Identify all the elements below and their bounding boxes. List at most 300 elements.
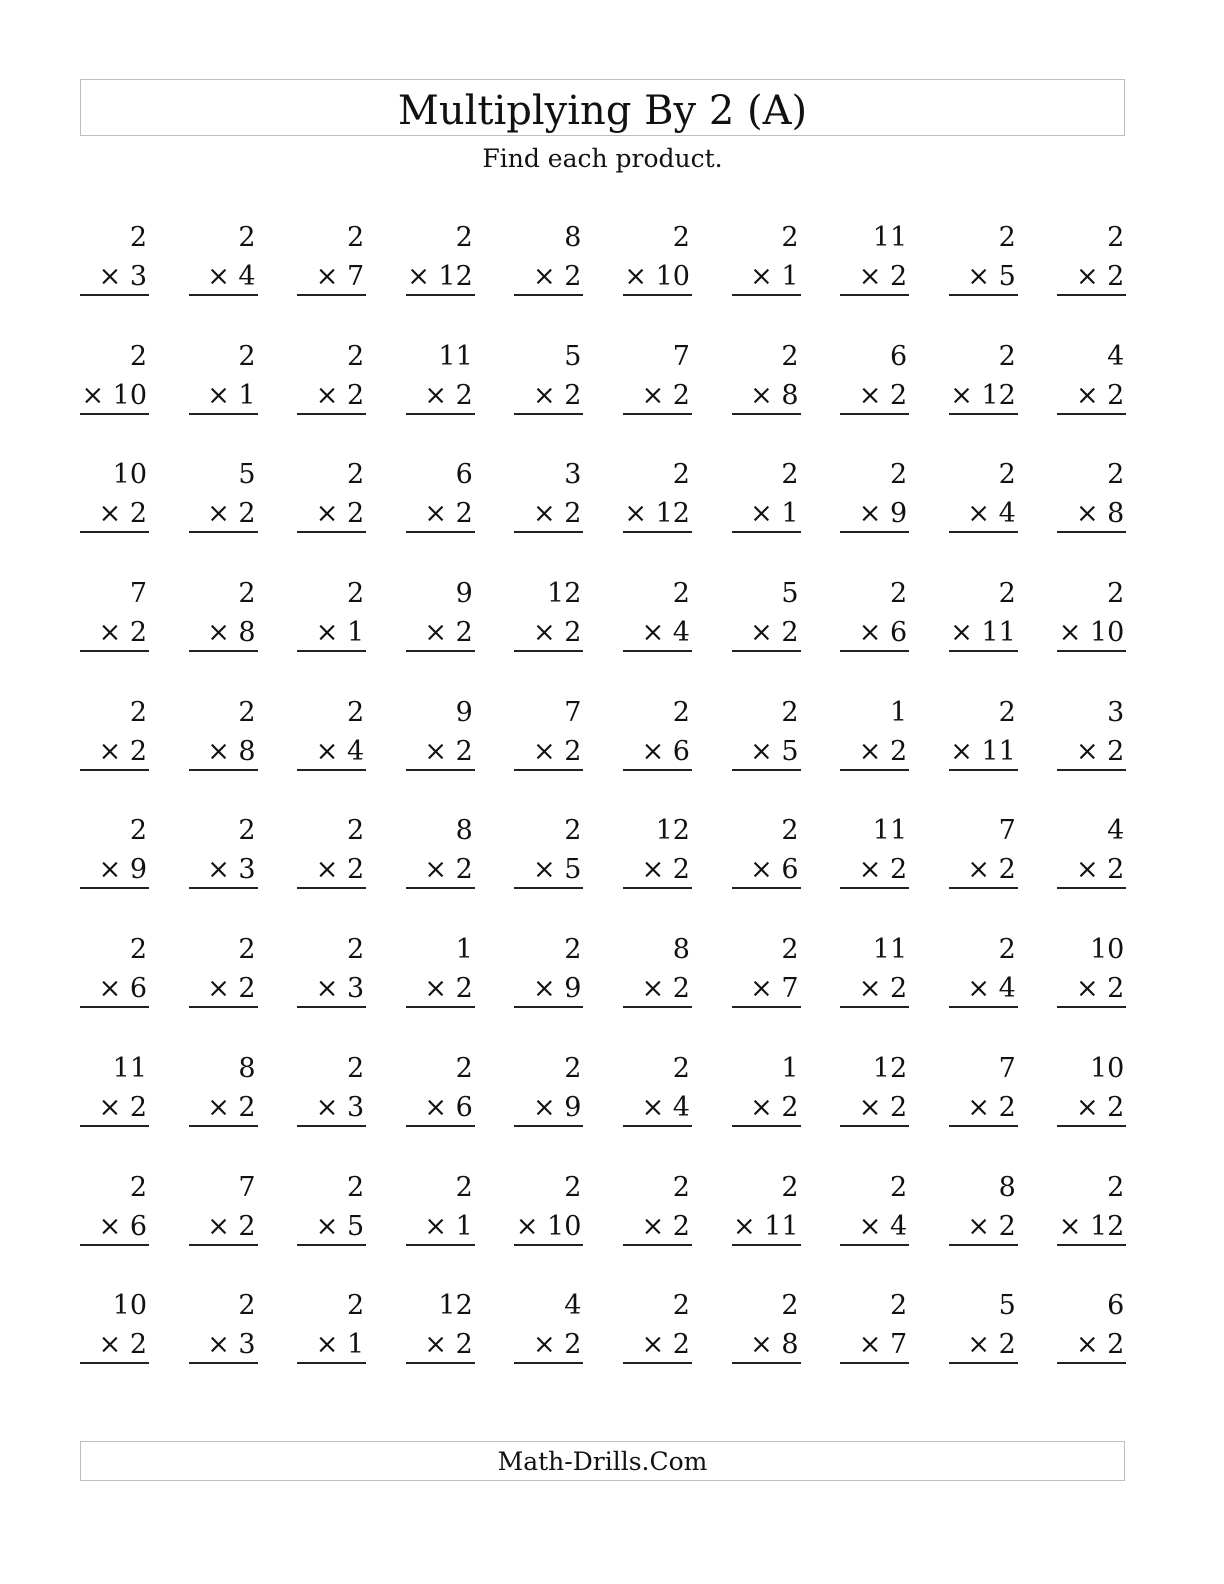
multiplier: × 7 [858, 1329, 908, 1361]
answer-line [1057, 413, 1126, 415]
multiplier: × 9 [858, 498, 908, 530]
multiplier: × 2 [207, 1210, 256, 1242]
multiplicand: 10 [112, 459, 147, 491]
problem-10-4 [406, 1286, 475, 1364]
problem-8-8 [840, 1049, 909, 1127]
problem-1-2 [189, 218, 258, 296]
answer-line [406, 1006, 475, 1008]
multiplicand: 1 [781, 1052, 799, 1084]
title-box [80, 79, 1125, 136]
answer-line [623, 413, 692, 415]
multiplicand: 2 [889, 459, 908, 491]
multiplier: × 4 [967, 973, 1016, 1005]
footer-box [80, 1441, 1125, 1481]
multiplier: × 1 [315, 617, 365, 649]
answer-line [840, 1244, 909, 1246]
answer-line [1057, 1362, 1126, 1364]
answer-line [297, 1244, 366, 1246]
multiplier: × 11 [950, 735, 1016, 767]
multiplier: × 2 [424, 617, 473, 649]
answer-line [80, 1244, 149, 1246]
multiplicand: 7 [998, 1052, 1016, 1084]
answer-line [1057, 887, 1126, 889]
multiplier: × 2 [641, 973, 690, 1005]
multiplier: × 2 [1075, 1091, 1125, 1123]
multiplicand: 9 [455, 578, 473, 610]
multiplicand: 2 [1107, 1171, 1125, 1203]
multiplicand: 2 [889, 1290, 908, 1322]
multiplicand: 6 [455, 459, 473, 491]
answer-line [189, 1362, 258, 1364]
multiplicand: 2 [347, 459, 365, 491]
answer-line [949, 294, 1018, 296]
problem-9-4 [406, 1168, 475, 1246]
problem-2-8 [840, 337, 909, 415]
multiplier: × 11 [733, 1210, 799, 1242]
multiplier: × 5 [315, 1210, 365, 1242]
multiplier: × 2 [858, 973, 908, 1005]
multiplicand: 2 [238, 934, 256, 966]
multiplicand: 2 [564, 1052, 582, 1084]
problem-6-10 [1057, 811, 1126, 889]
multiplicand: 7 [238, 1171, 256, 1203]
problem-1-1 [80, 218, 149, 296]
footer-site: Math-Drills.Com [497, 1447, 708, 1476]
multiplier: × 2 [98, 1091, 147, 1123]
multiplier: × 2 [1075, 1329, 1125, 1361]
multiplicand: 2 [129, 1171, 147, 1203]
multiplicand: 2 [129, 934, 147, 966]
multiplicand: 2 [889, 578, 908, 610]
multiplicand: 2 [998, 340, 1016, 372]
problem-1-8 [840, 218, 909, 296]
answer-line [732, 294, 801, 296]
multiplier: × 2 [858, 1091, 908, 1123]
problem-8-6 [623, 1049, 692, 1127]
multiplier: × 2 [98, 1329, 147, 1361]
multiplicand: 10 [1089, 1052, 1125, 1084]
problem-9-2 [189, 1168, 258, 1246]
answer-line [732, 1006, 801, 1008]
answer-line [514, 1006, 583, 1008]
multiplicand: 2 [455, 222, 473, 253]
problem-1-9 [949, 218, 1018, 296]
problem-9-8 [840, 1168, 909, 1246]
multiplier: × 2 [532, 1329, 582, 1361]
multiplicand: 11 [872, 934, 908, 966]
multiplier: × 2 [1075, 854, 1125, 886]
problem-9-7 [732, 1168, 801, 1246]
problem-9-10 [1057, 1168, 1126, 1246]
multiplier: × 6 [641, 735, 690, 767]
problem-10-9 [949, 1286, 1018, 1364]
problem-6-9 [949, 811, 1018, 889]
problem-2-4 [406, 337, 475, 415]
multiplier: × 2 [532, 261, 582, 292]
problem-10-6 [623, 1286, 692, 1364]
multiplier: × 6 [98, 973, 147, 1005]
multiplier: × 2 [1075, 379, 1125, 411]
answer-line [406, 1125, 475, 1127]
problem-6-2 [189, 811, 258, 889]
multiplicand: 2 [998, 578, 1016, 610]
multiplier: × 1 [424, 1210, 473, 1242]
problem-2-1 [80, 337, 149, 415]
multiplier: × 3 [315, 973, 365, 1005]
multiplier: × 12 [407, 261, 473, 292]
multiplicand: 2 [1107, 578, 1125, 610]
problem-7-1 [80, 930, 149, 1008]
answer-line [623, 1244, 692, 1246]
problem-1-4 [406, 218, 475, 296]
multiplier: × 8 [1075, 498, 1125, 530]
problem-6-4 [406, 811, 475, 889]
answer-line [80, 294, 149, 296]
problem-7-6 [623, 930, 692, 1008]
multiplier: × 2 [641, 1210, 690, 1242]
multiplier: × 1 [750, 261, 799, 292]
multiplier: × 2 [424, 498, 473, 530]
answer-line [297, 1125, 366, 1127]
multiplier: × 4 [641, 617, 690, 649]
answer-line [840, 1362, 909, 1364]
problem-8-1 [80, 1049, 149, 1127]
problem-8-2 [189, 1049, 258, 1127]
multiplicand: 11 [112, 1052, 147, 1084]
problem-5-8 [840, 693, 909, 771]
multiplier: × 8 [207, 617, 256, 649]
problem-4-2 [189, 574, 258, 652]
multiplier: × 1 [750, 498, 799, 530]
problem-10-5 [514, 1286, 583, 1364]
problem-9-1 [80, 1168, 149, 1246]
multiplier: × 2 [424, 973, 473, 1005]
multiplicand: 2 [672, 1290, 690, 1322]
answer-line [297, 887, 366, 889]
problem-7-4 [406, 930, 475, 1008]
multiplier: × 2 [1075, 735, 1125, 767]
multiplicand: 2 [781, 340, 799, 372]
problem-8-4 [406, 1049, 475, 1127]
answer-line [623, 294, 692, 296]
answer-line [840, 650, 909, 652]
multiplier: × 5 [967, 261, 1016, 292]
multiplicand: 11 [872, 222, 908, 253]
multiplier: × 10 [515, 1210, 582, 1242]
multiplicand: 2 [129, 696, 147, 728]
answer-line [406, 294, 475, 296]
multiplier: × 2 [641, 379, 690, 411]
answer-line [297, 769, 366, 771]
answer-line [732, 531, 801, 533]
multiplier: × 2 [98, 735, 147, 767]
answer-line [623, 531, 692, 533]
problem-1-6 [623, 218, 692, 296]
problem-5-6 [623, 693, 692, 771]
answer-line [949, 1362, 1018, 1364]
multiplier: × 2 [207, 498, 256, 530]
answer-line [1057, 531, 1126, 533]
multiplicand: 2 [672, 696, 690, 728]
multiplicand: 2 [238, 222, 256, 253]
multiplier: × 2 [750, 617, 799, 649]
multiplier: × 4 [315, 735, 365, 767]
multiplier: × 2 [424, 735, 473, 767]
problem-2-7 [732, 337, 801, 415]
multiplicand: 2 [781, 1171, 799, 1203]
problem-4-3 [297, 574, 366, 652]
problem-8-5 [514, 1049, 583, 1127]
answer-line [189, 769, 258, 771]
multiplicand: 2 [781, 459, 799, 491]
multiplier: × 2 [315, 498, 365, 530]
multiplier: × 10 [81, 379, 147, 411]
multiplier: × 8 [207, 735, 256, 767]
answer-line [406, 650, 475, 652]
answer-line [189, 887, 258, 889]
multiplicand: 2 [781, 815, 799, 847]
multiplicand: 12 [872, 1052, 908, 1084]
problem-5-9 [949, 693, 1018, 771]
answer-line [623, 887, 692, 889]
problem-5-10 [1057, 693, 1126, 771]
answer-line [80, 650, 149, 652]
multiplicand: 2 [129, 222, 147, 253]
multiplier: × 2 [532, 498, 582, 530]
multiplier: × 2 [858, 261, 908, 292]
multiplicand: 10 [1089, 934, 1125, 966]
multiplicand: 5 [564, 340, 582, 372]
problem-5-2 [189, 693, 258, 771]
multiplier: × 2 [207, 973, 256, 1005]
answer-line [623, 650, 692, 652]
multiplier: × 2 [967, 1091, 1016, 1123]
problem-3-6 [623, 455, 692, 533]
answer-line [189, 1006, 258, 1008]
answer-line [297, 531, 366, 533]
multiplier: × 8 [750, 1329, 799, 1361]
multiplier: × 7 [315, 261, 365, 292]
multiplicand: 5 [238, 459, 256, 491]
multiplier: × 12 [1058, 1210, 1125, 1242]
answer-line [1057, 1244, 1126, 1246]
problem-6-6 [623, 811, 692, 889]
multiplier: × 2 [98, 617, 147, 649]
multiplier: × 2 [532, 379, 582, 411]
multiplicand: 2 [129, 815, 147, 847]
multiplicand: 2 [347, 340, 365, 372]
problem-5-4 [406, 693, 475, 771]
multiplicand: 8 [998, 1171, 1016, 1203]
multiplicand: 7 [672, 340, 690, 372]
multiplicand: 2 [238, 340, 256, 372]
multiplicand: 2 [347, 1290, 365, 1322]
multiplier: × 10 [624, 261, 690, 292]
problem-5-3 [297, 693, 366, 771]
multiplier: × 6 [424, 1091, 473, 1123]
multiplicand: 3 [564, 459, 582, 491]
problem-8-3 [297, 1049, 366, 1127]
problem-4-8 [840, 574, 909, 652]
answer-line [1057, 769, 1126, 771]
answer-line [514, 1244, 583, 1246]
answer-line [732, 1244, 801, 1246]
problem-8-7 [732, 1049, 801, 1127]
problem-2-9 [949, 337, 1018, 415]
problem-7-3 [297, 930, 366, 1008]
multiplier: × 6 [858, 617, 908, 649]
answer-line [840, 294, 909, 296]
problem-6-3 [297, 811, 366, 889]
multiplier: × 2 [750, 1091, 799, 1123]
multiplicand: 2 [672, 222, 690, 253]
multiplier: × 1 [315, 1329, 365, 1361]
multiplier: × 9 [98, 854, 147, 886]
answer-line [514, 1362, 583, 1364]
problem-4-7 [732, 574, 801, 652]
multiplier: × 2 [1075, 261, 1125, 292]
multiplier: × 8 [750, 379, 799, 411]
problem-3-8 [840, 455, 909, 533]
answer-line [514, 413, 583, 415]
answer-line [949, 1125, 1018, 1127]
problem-3-4 [406, 455, 475, 533]
multiplicand: 8 [455, 815, 473, 847]
multiplicand: 12 [547, 578, 582, 610]
problem-5-5 [514, 693, 583, 771]
multiplier: × 4 [641, 1091, 690, 1123]
multiplicand: 7 [129, 578, 147, 610]
multiplicand: 6 [1107, 1290, 1125, 1322]
multiplicand: 2 [238, 696, 256, 728]
multiplier: × 2 [315, 854, 365, 886]
multiplicand: 9 [455, 696, 473, 728]
problem-3-7 [732, 455, 801, 533]
answer-line [189, 1244, 258, 1246]
problem-7-10 [1057, 930, 1126, 1008]
multiplicand: 2 [781, 696, 799, 728]
multiplier: × 12 [950, 379, 1016, 411]
multiplicand: 2 [672, 1171, 690, 1203]
answer-line [949, 413, 1018, 415]
problem-1-7 [732, 218, 801, 296]
answer-line [297, 650, 366, 652]
problem-3-2 [189, 455, 258, 533]
problem-7-2 [189, 930, 258, 1008]
multiplier: × 2 [98, 498, 147, 530]
answer-line [623, 1006, 692, 1008]
multiplicand: 1 [889, 696, 908, 728]
problem-3-9 [949, 455, 1018, 533]
multiplicand: 2 [347, 934, 365, 966]
problem-3-5 [514, 455, 583, 533]
multiplier: × 4 [858, 1210, 908, 1242]
problem-7-7 [732, 930, 801, 1008]
multiplicand: 2 [238, 815, 256, 847]
problem-9-3 [297, 1168, 366, 1246]
answer-line [189, 650, 258, 652]
answer-line [297, 1006, 366, 1008]
multiplier: × 2 [532, 735, 582, 767]
answer-line [80, 769, 149, 771]
problem-10-7 [732, 1286, 801, 1364]
multiplicand: 12 [655, 815, 690, 847]
problem-2-6 [623, 337, 692, 415]
multiplicand: 2 [781, 934, 799, 966]
answer-line [297, 1362, 366, 1364]
multiplicand: 2 [347, 696, 365, 728]
multiplicand: 2 [564, 1171, 582, 1203]
instructions: Find each product. [482, 144, 723, 173]
problem-4-9 [949, 574, 1018, 652]
multiplier: × 10 [1058, 617, 1125, 649]
answer-line [406, 531, 475, 533]
problem-4-6 [623, 574, 692, 652]
problem-7-8 [840, 930, 909, 1008]
multiplier: × 11 [950, 617, 1016, 649]
multiplier: × 2 [967, 1329, 1016, 1361]
answer-line [840, 1006, 909, 1008]
multiplicand: 2 [564, 934, 582, 966]
multiplicand: 7 [998, 815, 1016, 847]
problem-4-5 [514, 574, 583, 652]
multiplicand: 7 [564, 696, 582, 728]
multiplier: × 2 [207, 1091, 256, 1123]
answer-line [80, 1006, 149, 1008]
problem-5-1 [80, 693, 149, 771]
answer-line [949, 1006, 1018, 1008]
answer-line [189, 413, 258, 415]
answer-line [840, 413, 909, 415]
answer-line [840, 531, 909, 533]
multiplier: × 9 [532, 1091, 582, 1123]
multiplier: × 2 [1075, 973, 1125, 1005]
answer-line [189, 294, 258, 296]
answer-line [514, 531, 583, 533]
answer-line [732, 887, 801, 889]
multiplier: × 1 [207, 379, 256, 411]
problem-9-9 [949, 1168, 1018, 1246]
answer-line [949, 531, 1018, 533]
multiplier: × 6 [750, 854, 799, 886]
multiplicand: 12 [438, 1290, 473, 1322]
multiplicand: 2 [998, 934, 1016, 966]
multiplicand: 2 [455, 1052, 473, 1084]
multiplier: × 2 [641, 1329, 690, 1361]
answer-line [949, 650, 1018, 652]
problem-6-1 [80, 811, 149, 889]
multiplicand: 10 [112, 1290, 147, 1322]
multiplier: × 4 [967, 498, 1016, 530]
multiplier: × 12 [624, 498, 690, 530]
multiplicand: 8 [564, 222, 582, 253]
problem-10-2 [189, 1286, 258, 1364]
problem-1-10 [1057, 218, 1126, 296]
multiplicand: 2 [998, 696, 1016, 728]
problem-10-10 [1057, 1286, 1126, 1364]
problem-grid [80, 218, 1126, 1405]
problem-9-6 [623, 1168, 692, 1246]
multiplicand: 11 [438, 340, 473, 372]
answer-line [406, 413, 475, 415]
problem-7-9 [949, 930, 1018, 1008]
problem-8-9 [949, 1049, 1018, 1127]
multiplicand: 5 [781, 578, 799, 610]
multiplicand: 2 [238, 1290, 256, 1322]
answer-line [1057, 1125, 1126, 1127]
multiplicand: 2 [781, 222, 799, 253]
answer-line [732, 1125, 801, 1127]
